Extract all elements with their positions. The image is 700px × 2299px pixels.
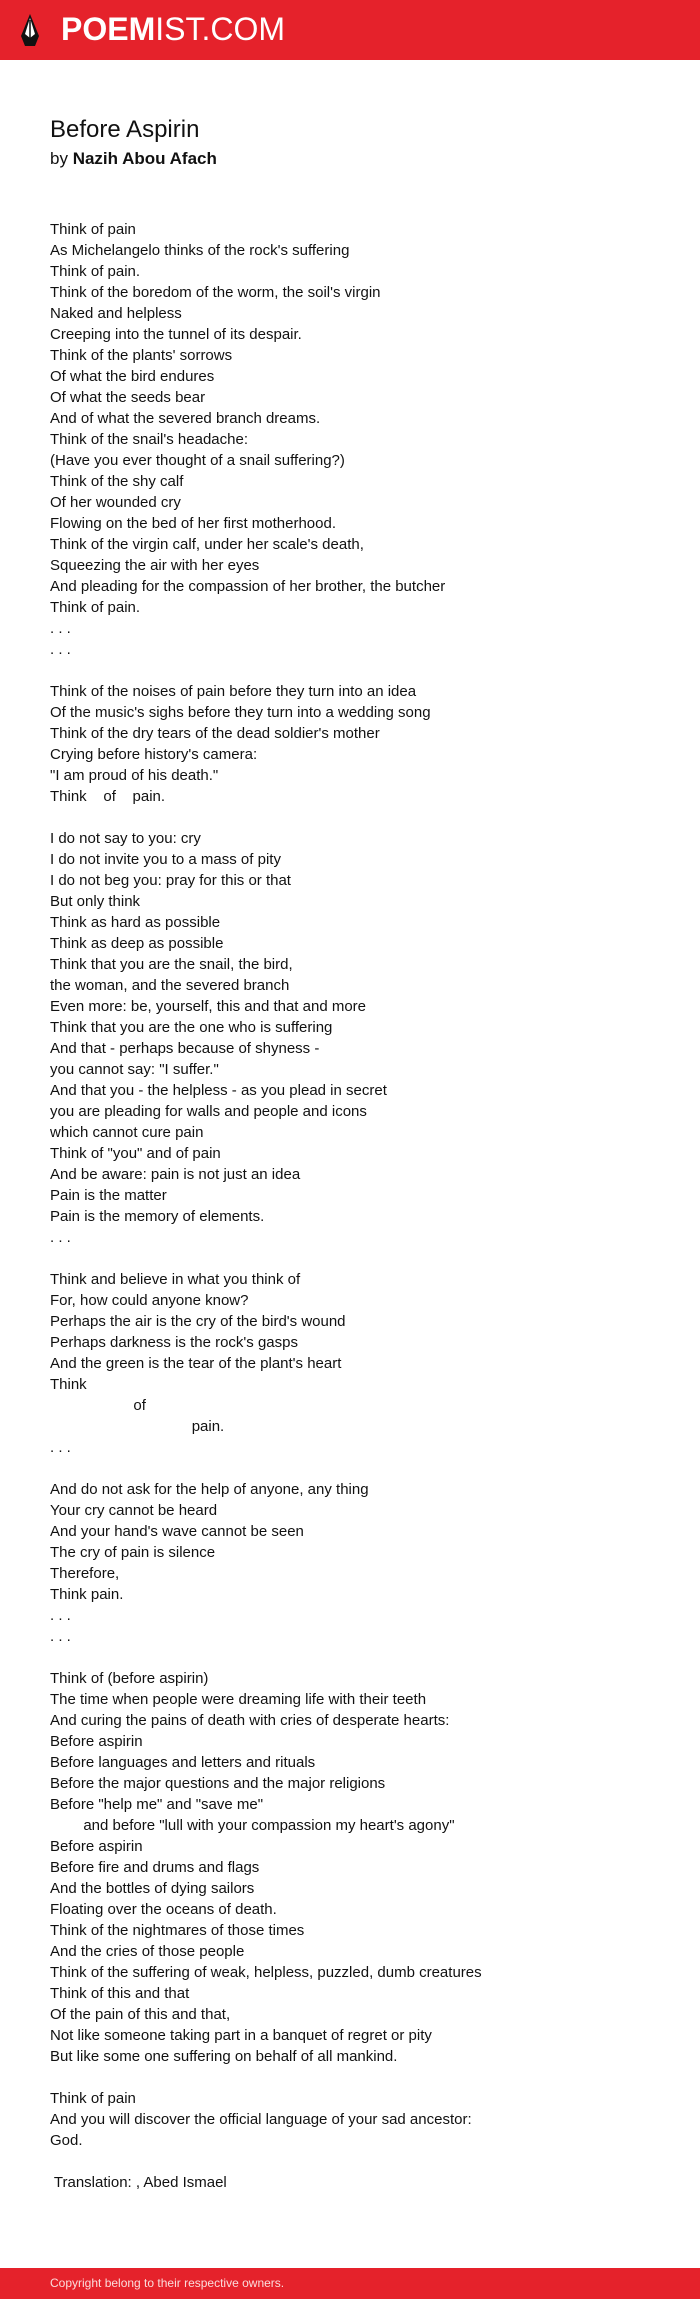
poem-line: of [50, 1397, 146, 1414]
poem-line: Before fire and drums and flags [50, 1859, 260, 1876]
poem-line: Squeezing the air with her eyes [50, 557, 260, 574]
site-footer [0, 2268, 700, 2299]
poem-line: As Michelangelo thinks of the rock's suffering [50, 242, 350, 259]
poem-line: Think of pain. [50, 263, 141, 280]
poem-line: Think of "you" and of pain [50, 1145, 221, 1162]
poem-line: Think [50, 1376, 87, 1393]
poem-line: Think pain. [50, 1586, 124, 1603]
poem-line: Of the music's sighs before they turn into a wedding song [50, 704, 431, 721]
author-name: Nazih Abou Afach [72, 149, 217, 168]
poem-line: (Have you ever thought of a snail suffering?) [50, 452, 345, 469]
poem-line: Of the pain of this and that, [50, 2006, 231, 2023]
poem-line: I do not invite you to a mass of pity [50, 851, 281, 868]
poem-line: Think and believe in what you think of [50, 1271, 301, 1288]
poem-body [50, 219, 670, 2193]
poem-line [50, 1458, 670, 1479]
poem-line: Think that you are the snail, the bird, [50, 956, 293, 973]
poem-line [50, 1248, 670, 1269]
poem-line: Before the major questions and the major religions [50, 1775, 386, 1792]
poem-line: The cry of pain is silence [50, 1544, 216, 1561]
poem-line: And be aware: pain is not just an idea [50, 1166, 301, 1183]
poem-line: Of what the bird endures [50, 368, 215, 385]
poem-line: Perhaps darkness is the rock's gasps [50, 1334, 298, 1351]
poem-line: I do not say to you: cry [50, 830, 201, 847]
poem-line: you are pleading for walls and people and icons [50, 1103, 367, 1120]
copyright-text: Copyright belong to their respective owners. [50, 2276, 285, 2290]
poem-line: Pain is the memory of elements. [50, 1208, 265, 1225]
poem-line: And your hand's wave cannot be seen [50, 1523, 304, 1540]
poem-line: . . . [50, 620, 71, 637]
poem-line: Think of the suffering of weak, helpless, puzzled, dumb creatures [50, 1964, 482, 1981]
poem-line: and before "lull with your compassion my heart's agony" [50, 1817, 455, 1834]
poem-line: Think of pain [50, 2090, 136, 2107]
poem-line: But only think [50, 893, 141, 910]
poem-line: Think as deep as possible [50, 935, 224, 952]
poem-line: Flowing on the bed of her first motherhood. [50, 515, 336, 532]
poem-line: Before languages and letters and rituals [50, 1754, 316, 1771]
poem-line: Your cry cannot be heard [50, 1502, 218, 1519]
poem-line [50, 2151, 670, 2172]
poem-line: Therefore, [50, 1565, 120, 1582]
poem-line [50, 1647, 670, 1668]
poem-line: . . . [50, 1607, 71, 1624]
poem-line: Think as hard as possible [50, 914, 221, 931]
poem-line: Think of the snail's headache: [50, 431, 248, 448]
poem-line: Of what the seeds bear [50, 389, 206, 406]
poem-line: Naked and helpless [50, 305, 182, 322]
site-header [0, 0, 700, 60]
poem-line: Think of this and that [50, 1985, 190, 2002]
brand-bold: POEM [61, 11, 156, 47]
poem-line: Even more: be, yourself, this and that and more [50, 998, 367, 1015]
poem-line: For, how could anyone know? [50, 1292, 249, 1309]
poem-line: pain. [50, 1418, 225, 1435]
poem-line: which cannot cure pain [50, 1124, 204, 1141]
by-label: by [50, 149, 68, 168]
poem-line: Crying before history's camera: [50, 746, 258, 763]
pen-nib-icon[interactable] [16, 12, 44, 48]
poem-line: And curing the pains of death with cries of desperate hearts: [50, 1712, 450, 1729]
poem-line [50, 660, 670, 681]
poem-line: And you will discover the official language of your sad ancestor: [50, 2111, 472, 2128]
poem-line: God. [50, 2132, 83, 2149]
poem-line: Of her wounded cry [50, 494, 181, 511]
poem-line: . . . [50, 1628, 71, 1645]
poem-line: Think of the plants' sorrows [50, 347, 233, 364]
poem-line: Think of (before aspirin) [50, 1670, 209, 1687]
byline [50, 147, 217, 171]
poem-line: Before aspirin [50, 1733, 143, 1750]
poem-line: "I am proud of his death." [50, 767, 219, 784]
poem-line: Translation: , Abed Ismael [50, 2174, 227, 2191]
poem-line: Think of pain [50, 221, 136, 238]
poem-line: . . . [50, 1439, 71, 1456]
poem-line: And that you - the helpless - as you plead in secret [50, 1082, 387, 1099]
poem-line: And the cries of those people [50, 1943, 245, 1960]
poem-line: Think of the nightmares of those times [50, 1922, 305, 1939]
poem-line: you cannot say: "I suffer." [50, 1061, 219, 1078]
poem-line: Think of the shy calf [50, 473, 184, 490]
poem-line: Before aspirin [50, 1838, 143, 1855]
poem-line: And of what the severed branch dreams. [50, 410, 321, 427]
poem-line: Not like someone taking part in a banquet of regret or pity [50, 2027, 432, 2044]
poem-line: The time when people were dreaming life with their teeth [50, 1691, 427, 1708]
poem-line: Floating over the oceans of death. [50, 1901, 277, 1918]
poem-line: Think that you are the one who is suffering [50, 1019, 333, 1036]
poem-line: Think of the boredom of the worm, the soil's virgin [50, 284, 381, 301]
poem-line: . . . [50, 1229, 71, 1246]
poem-line: I do not beg you: pray for this or that [50, 872, 291, 889]
poem-line: Think of the dry tears of the dead soldier's mother [50, 725, 380, 742]
poem-line: Pain is the matter [50, 1187, 167, 1204]
poem-line [50, 2067, 670, 2088]
poem-line: Think of the virgin calf, under her scale's death, [50, 536, 364, 553]
poem-line: . . . [50, 641, 71, 658]
brand-thin: IST.COM [155, 11, 286, 47]
poem-line: And the green is the tear of the plant's heart [50, 1355, 342, 1372]
poem-line: Creeping into the tunnel of its despair. [50, 326, 302, 343]
poem-title: Before Aspirin [50, 116, 200, 143]
poem-line: Think of pain. [50, 788, 166, 805]
poem-line: And pleading for the compassion of her brother, the butcher [50, 578, 446, 595]
poem-line: Think of the noises of pain before they turn into an idea [50, 683, 417, 700]
poem-line: Perhaps the air is the cry of the bird's wound [50, 1313, 346, 1330]
poem-line: Before "help me" and "save me" [50, 1796, 264, 1813]
poem-line: And that - perhaps because of shyness - [50, 1040, 320, 1057]
poem-line: Think of pain. [50, 599, 141, 616]
poem-line [50, 807, 670, 828]
poem-line: And do not ask for the help of anyone, any thing [50, 1481, 369, 1498]
poem-line: the woman, and the severed branch [50, 977, 290, 994]
poem-line: And the bottles of dying sailors [50, 1880, 255, 1897]
poem-line: But like some one suffering on behalf of all mankind. [50, 2048, 398, 2065]
site-logo-text[interactable] [61, 9, 285, 49]
